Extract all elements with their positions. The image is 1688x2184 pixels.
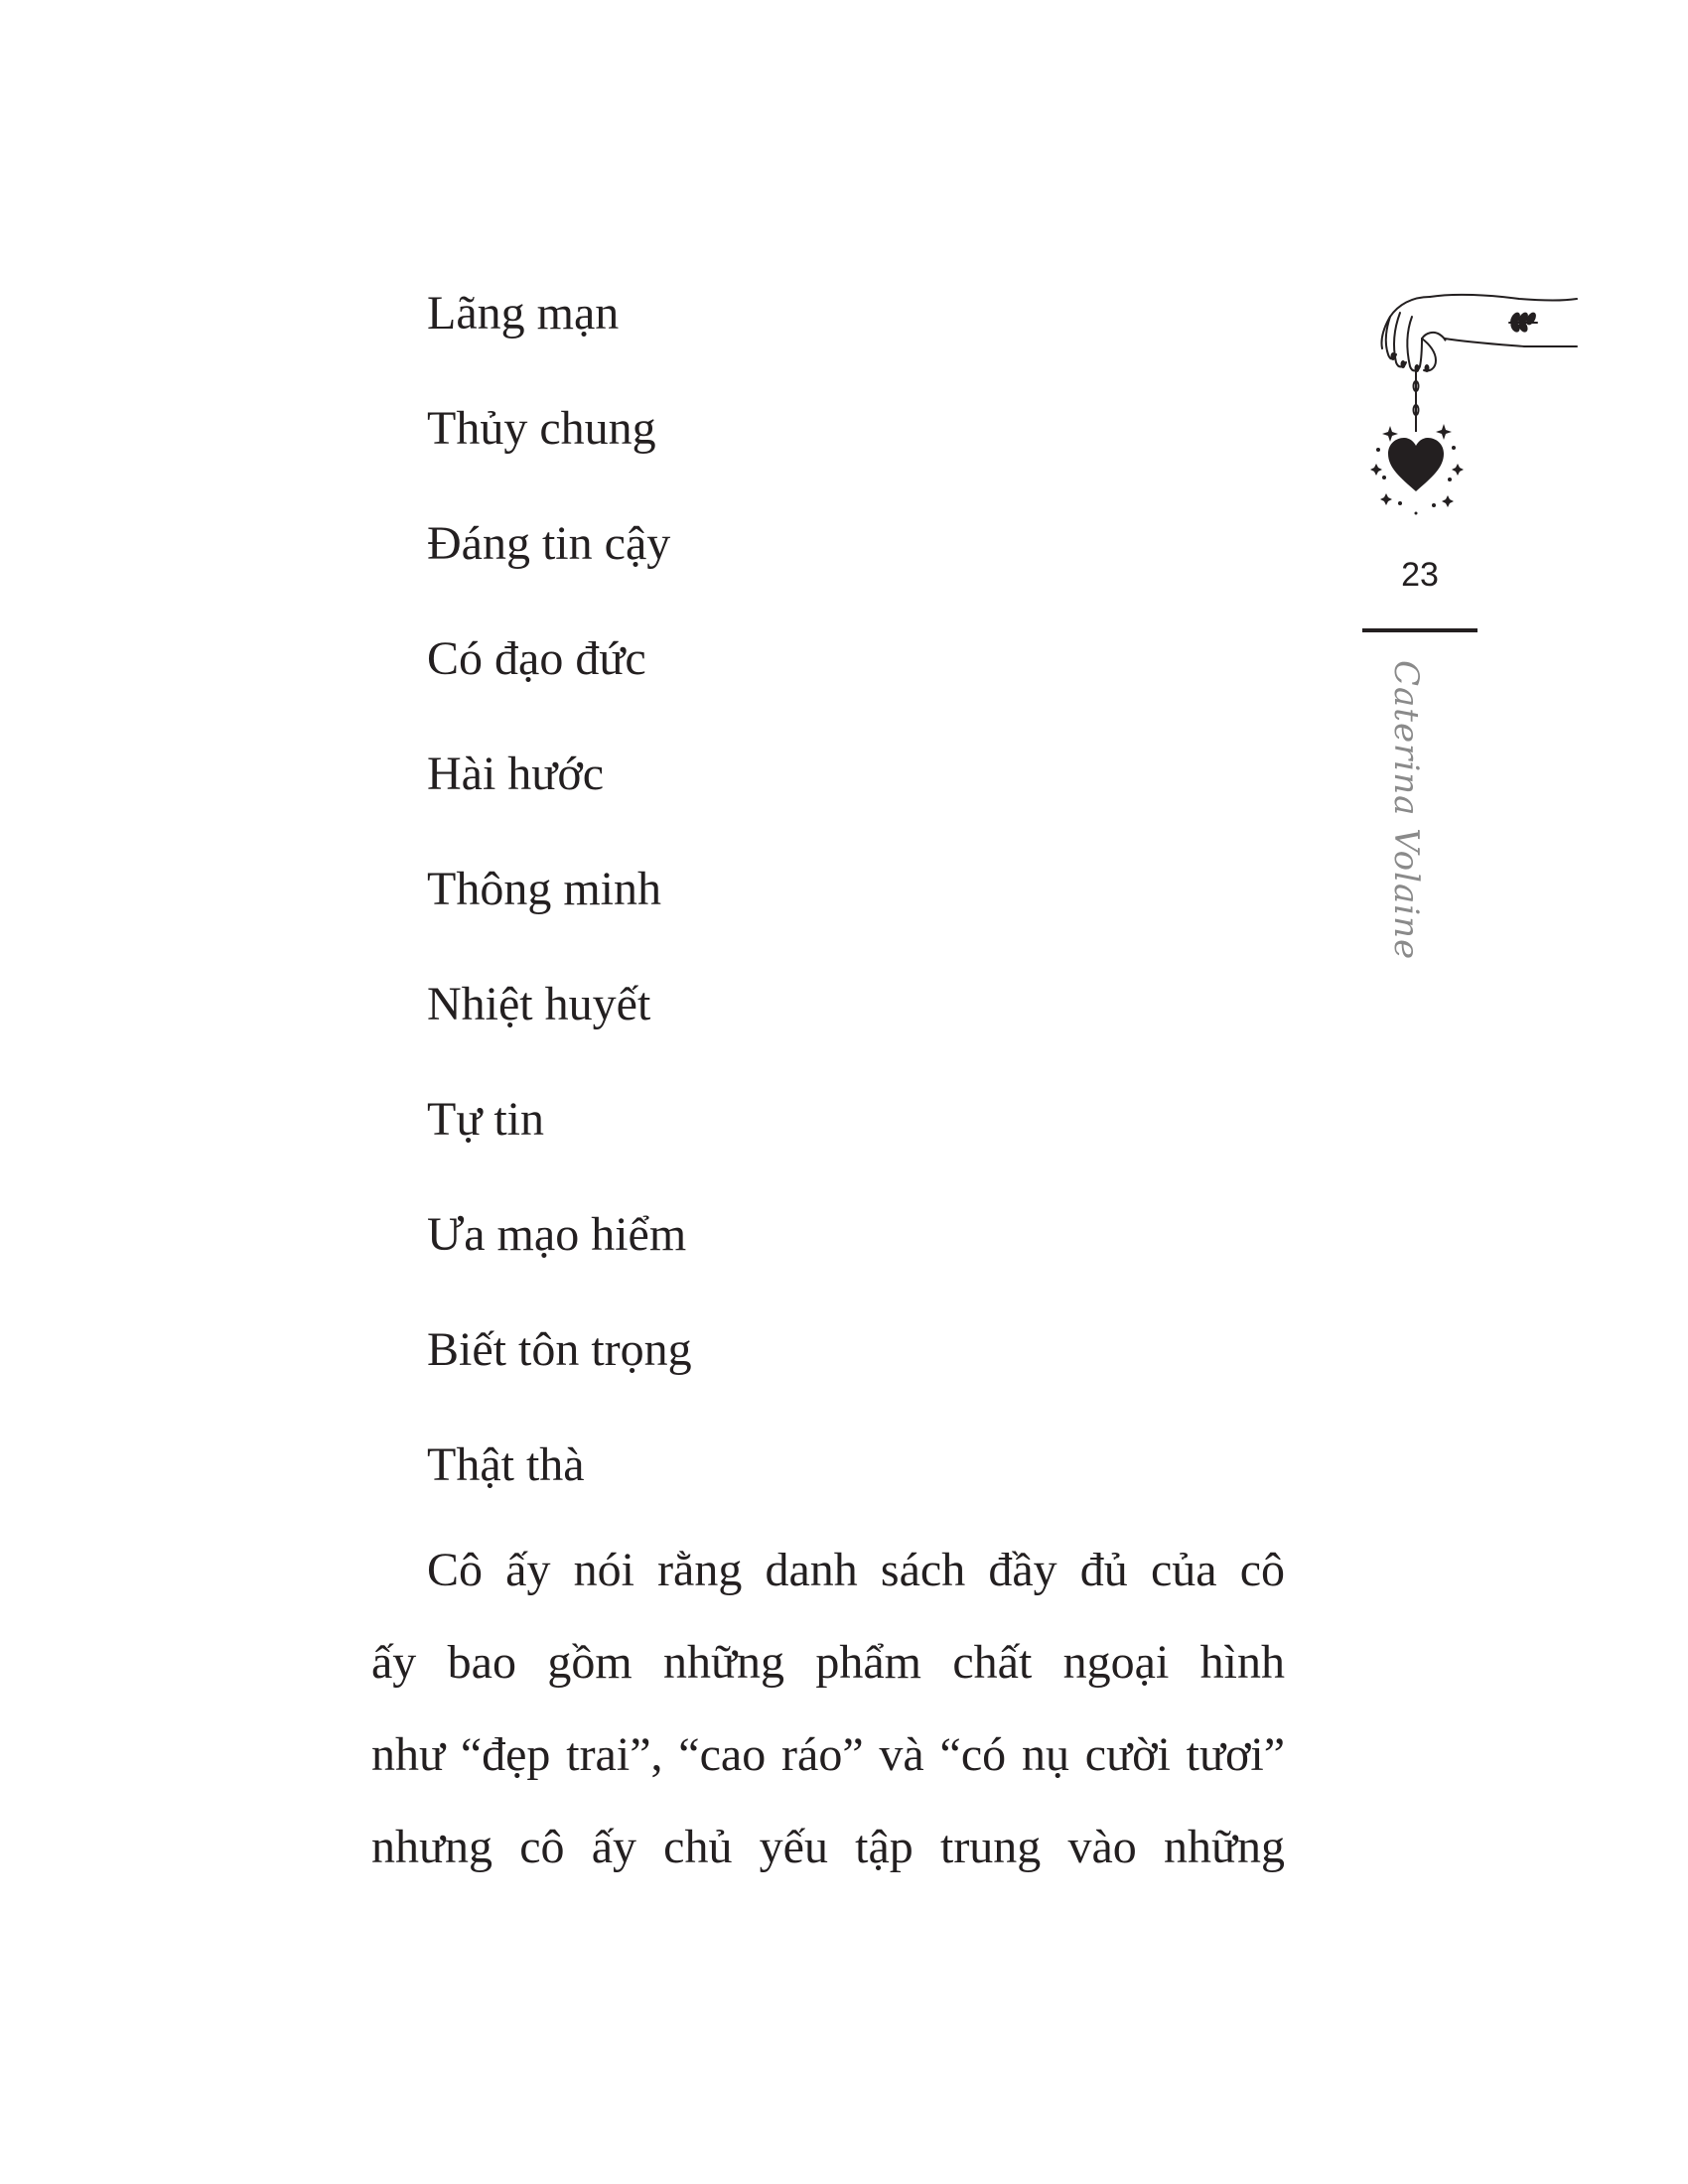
list-item: Thủy chung (427, 402, 656, 455)
paragraph-line: Cô ấy nói rằng danh sách đầy đủ của cô (427, 1544, 1285, 1596)
author-name-text: Caterina Volaine (1386, 660, 1426, 961)
author-name (1386, 660, 1440, 961)
list-item: Biết tôn trọng (427, 1323, 692, 1376)
list-item: Hài hước (427, 748, 605, 800)
list-item: Lãng mạn (427, 287, 620, 340)
qualities-list (427, 256, 692, 1523)
hand-holding-heart-pendant-icon (1360, 283, 1584, 541)
list-item: Có đạo đức (427, 632, 646, 685)
body-paragraph (371, 1524, 1285, 1893)
paragraph-line: nhưng cô ấy chủ yếu tập trung vào những (371, 1821, 1285, 1873)
list-item: Đáng tin cậy (427, 517, 671, 570)
list-item: Nhiệt huyết (427, 978, 651, 1030)
divider (1362, 628, 1477, 632)
list-item: Thật thà (427, 1438, 585, 1491)
list-item: Thông minh (427, 863, 661, 915)
list-item: Ưa mạo hiểm (427, 1208, 687, 1261)
paragraph-line: ấy bao gồm những phẩm chất ngoại hình (371, 1636, 1285, 1689)
page-number: 23 (1401, 556, 1439, 594)
list-item: Tự tin (427, 1093, 545, 1146)
paragraph-line: như “đẹp trai”, “cao ráo” và “có nụ cười tươi” (371, 1728, 1285, 1781)
